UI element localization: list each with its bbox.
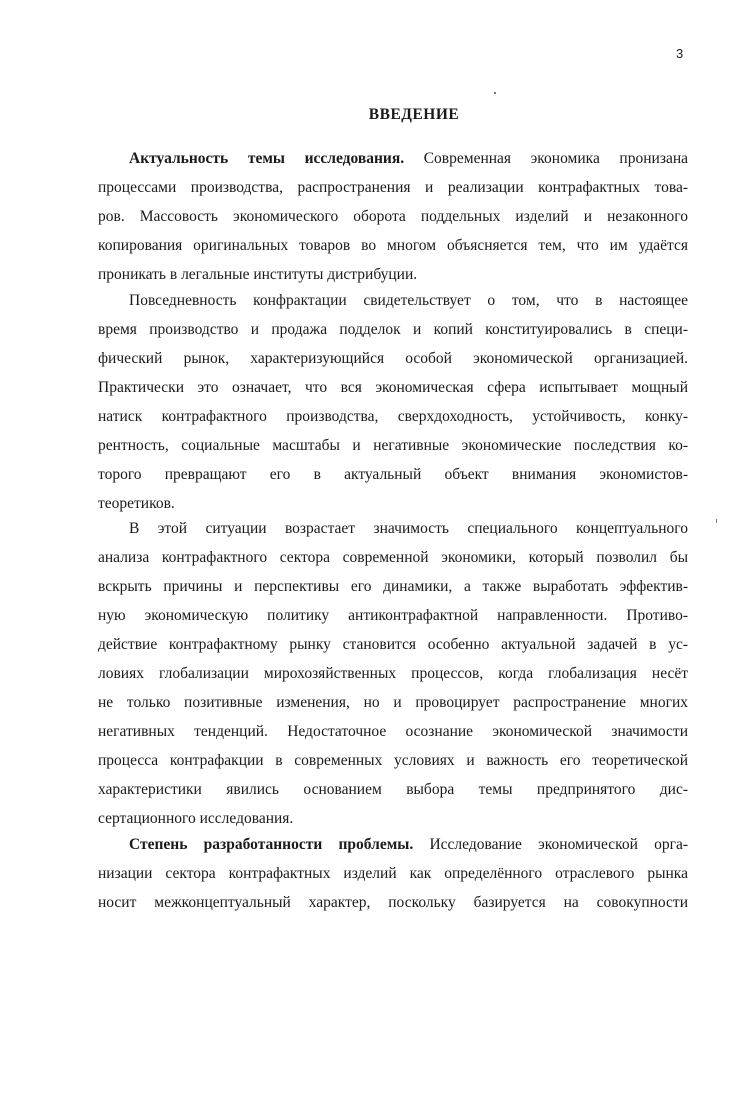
text-line: Степень разработанности проблемы. Исследование экономической орга- <box>129 836 688 853</box>
text-line: ров. Массовость экономического оборота поддельных изделий и незаконного <box>98 208 688 225</box>
text-line: действие контрафактному рынку становится особенно актуальной задачей в ус- <box>98 636 688 653</box>
text-line: сертационного исследования. <box>98 810 294 827</box>
text-line: характеристики явились основанием выбора темы предпринятого дис- <box>98 781 688 798</box>
paragraph-relevance <box>98 144 688 289</box>
text-line: носит межконцептуальный характер, поскольку базируется на совокупности <box>98 894 688 911</box>
section-lead-relevance: Актуальность темы исследования. <box>129 150 405 167</box>
page-number: 3 <box>676 46 684 61</box>
text-line: анализа контрафактного сектора современной экономики, который позволил бы <box>98 549 688 566</box>
text-line: не только позитивные изменения, но и провоцирует распространение многих <box>98 694 688 711</box>
text-line: Повседневность конфрактации свидетельствует о том, что в настоящее <box>129 292 688 309</box>
paragraph-significance <box>98 514 688 833</box>
text-line: процессами производства, распространения и реализации контрафактных това- <box>98 179 688 196</box>
text-line: ную экономическую политику антиконтрафактной направленности. Противо- <box>98 607 688 624</box>
text-line: фический рынок, характеризующийся особой экономической организацией. <box>98 350 688 367</box>
page-title: ВВЕДЕНИЕ <box>368 106 460 123</box>
text-line: вскрыть причины и перспективы его динамики, а также выработать эффектив- <box>98 578 688 595</box>
text-line: Актуальность темы исследования. Современная экономика пронизана <box>129 150 688 167</box>
text-line: торого превращают его в актуальный объект внимания экономистов- <box>98 466 688 483</box>
text-line: процесса контрафакции в современных условиях и важность его теоретической <box>98 752 688 769</box>
paragraph-degree-of-development <box>98 830 688 917</box>
text-line: теоретиков. <box>98 495 175 512</box>
section-lead-degree: Степень разработанности проблемы. <box>129 836 414 853</box>
paragraph-everyday-counterfeit <box>98 286 688 518</box>
text-line: ловиях глобализации мирохозяйственных процессов, когда глобализация несёт <box>98 665 688 682</box>
text-line: время производство и продажа подделок и копий конституировались в специ- <box>98 321 688 338</box>
text-line: негативных тенденций. Недостаточное осознание экономической значимости <box>98 723 688 740</box>
text-line: проникать в легальные институты дистрибуции. <box>98 266 418 283</box>
text-line: низации сектора контрафактных изделий как определённого отраслевого рынка <box>98 865 688 882</box>
text-line: копирования оригинальных товаров во многом объясняется тем, что им удаётся <box>98 237 688 254</box>
text-line: натиск контрафактного производства, сверхдоходность, устойчивость, конку- <box>98 408 688 425</box>
stray-mark-right <box>716 519 717 523</box>
text-line: рентность, социальные масштабы и негативные экономические последствия ко- <box>98 437 688 454</box>
stray-mark-top <box>494 92 496 94</box>
text-line: Практически это означает, что вся экономическая сфера испытывает мощный <box>98 379 688 396</box>
text-line: В этой ситуации возрастает значимость специального концептуального <box>129 520 688 537</box>
